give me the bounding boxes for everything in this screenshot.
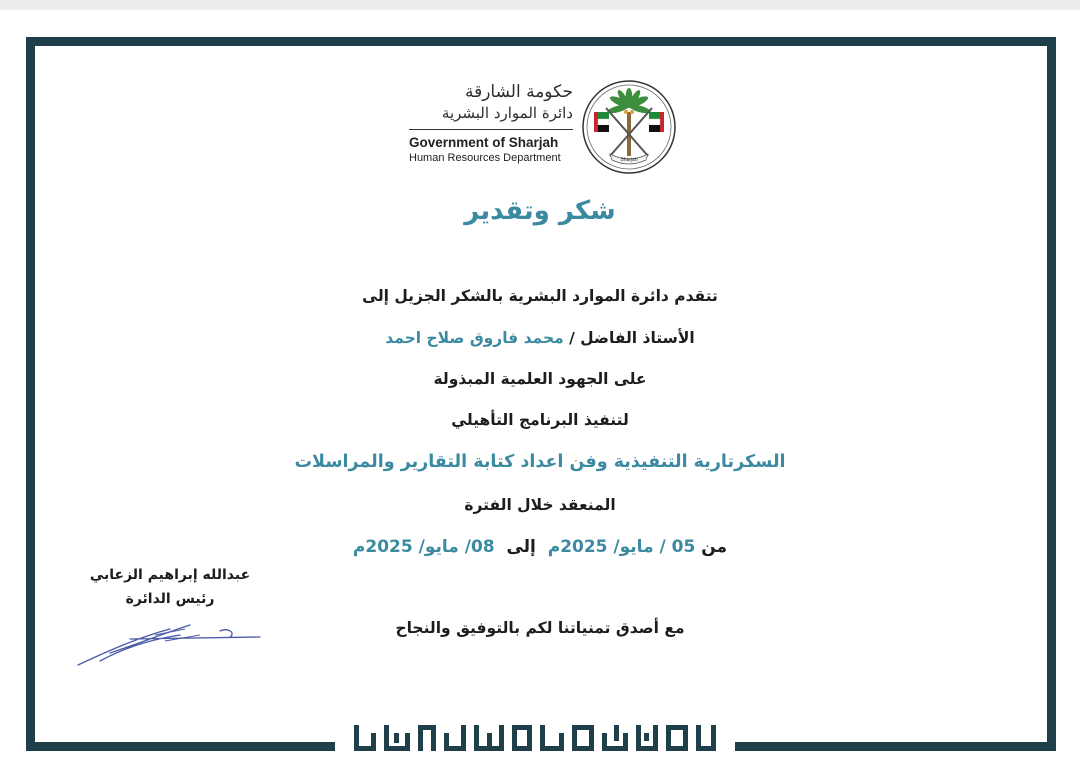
department-name-english: Human Resources Department (409, 152, 561, 164)
header-logo (405, 78, 680, 170)
signatory-role: رئيس الدائرة (125, 591, 215, 607)
department-name-arabic: دائرة الموارد البشرية (441, 104, 573, 122)
top-strip (0, 0, 1080, 10)
recipient-line (0, 329, 1080, 347)
government-name-english: Government of Sharjah (409, 135, 559, 150)
emblem-ribbon-text: Sharjah (620, 157, 638, 163)
hr-department-kufic-logo-icon (350, 715, 720, 755)
sharjah-emblem-icon (580, 78, 678, 176)
period-label: المنعقد خلال الفترة (464, 496, 616, 514)
header-divider (409, 129, 573, 130)
closing-line: مع أصدق تمنياتنا لكم بالتوفيق والنجاح (395, 619, 685, 637)
from-label: من (701, 537, 728, 557)
date-range-line (0, 537, 1080, 557)
signatory-name: عبدالله إبراهيم الزعابي (89, 567, 251, 583)
program-name: السكرتارية التنفيذية وفن اعداد كتابة التقارير والمراسلات (294, 452, 786, 472)
to-label: إلى (506, 537, 536, 557)
honorific: الأستاذ الفاضل / (569, 329, 695, 347)
recipient-name: محمد فاروق صلاح احمد (385, 329, 564, 347)
purpose-line: لتنفيذ البرنامج التأهيلي (451, 411, 629, 429)
handwritten-signature-icon (70, 615, 270, 675)
to-date: 08/ مايو/ 2025م (352, 537, 495, 557)
from-date: 05 / مايو/ 2025م (547, 537, 696, 557)
signature-block (70, 565, 270, 675)
efforts-line: على الجهود العلمية المبذولة (433, 370, 647, 388)
certificate-title: شكر وتقدير (464, 196, 616, 226)
intro-line: تتقدم دائرة الموارد البشرية بالشكر الجزيل إلى (362, 287, 718, 305)
government-name-arabic: حكومة الشارقة (464, 82, 573, 102)
